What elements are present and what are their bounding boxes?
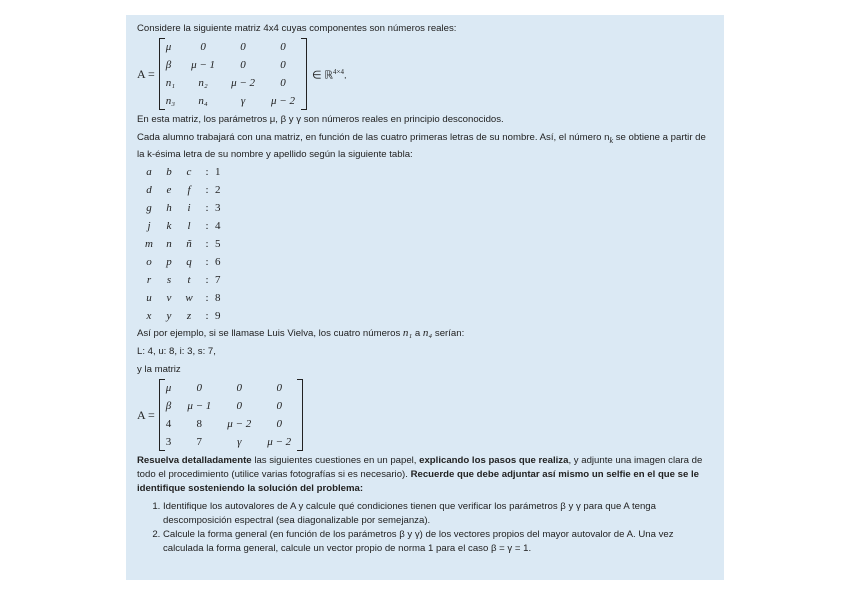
matrix-cell: μ − 2 xyxy=(227,417,252,430)
letter-table xyxy=(139,163,229,325)
matrix-lhs: A = xyxy=(137,407,155,422)
alumno-k: k xyxy=(609,135,614,145)
example-n4: n₄ xyxy=(422,326,433,339)
number: 1 xyxy=(215,165,221,178)
colon: : xyxy=(205,237,209,250)
questions-list xyxy=(137,500,714,556)
instr-text-1: las siguientes cuestiones en un papel, xyxy=(251,454,420,466)
y-la-matriz: y la matriz xyxy=(137,363,181,375)
letter: i xyxy=(187,201,191,214)
matrix-cell: μ − 1 xyxy=(191,59,216,71)
letter: k xyxy=(166,219,172,232)
colon: : xyxy=(205,273,209,286)
table-row xyxy=(139,289,229,307)
letter: f xyxy=(187,183,191,196)
letter: q xyxy=(186,255,192,268)
example-a: a xyxy=(412,327,423,339)
instr-bold-2: explicando los pasos que realiza xyxy=(419,454,569,466)
matrix-cell: 8 xyxy=(196,417,203,430)
number: 2 xyxy=(215,183,221,196)
alumno-text-2: se obtiene a partir de la k-ésima letra de su nombre y apellido según la siguiente tabla: xyxy=(137,132,706,160)
problem-panel xyxy=(126,15,724,580)
membership-dims: 4×4 xyxy=(333,68,344,77)
matrix-cell: 0 xyxy=(236,381,242,394)
matrix-cell: 0 xyxy=(276,399,282,412)
table-row xyxy=(139,217,229,235)
letter: m xyxy=(145,237,153,250)
matrix-cell: γ xyxy=(240,95,246,107)
matrix-cell: n₁ xyxy=(165,77,176,89)
colon: : xyxy=(205,219,209,232)
matrix-cell: 7 xyxy=(196,435,203,448)
matrix-cell: 0 xyxy=(240,59,246,71)
number: 3 xyxy=(215,201,221,214)
table-row xyxy=(139,253,229,271)
letter: p xyxy=(166,255,172,268)
matrix-cell: β xyxy=(165,59,172,71)
example-text xyxy=(137,326,714,341)
letter: o xyxy=(146,255,152,268)
matrix-general xyxy=(159,38,307,110)
colon: : xyxy=(205,255,209,268)
matrix-cell: n₂ xyxy=(198,77,208,89)
number: 9 xyxy=(215,309,221,322)
table-row xyxy=(139,199,229,217)
letter: z xyxy=(186,309,192,322)
letter: ñ xyxy=(186,237,192,250)
letter: w xyxy=(185,291,193,304)
number: 7 xyxy=(215,273,221,286)
letter: x xyxy=(146,309,152,322)
letter: n xyxy=(166,237,172,250)
example-text-1: Así por ejemplo, si se llamase Luis Vielva, los cuatro números xyxy=(137,327,403,339)
example-values: L: 4, u: 8, i: 3, s: 7, xyxy=(137,345,216,357)
number: 4 xyxy=(215,219,221,232)
matrix-cell: γ xyxy=(237,435,242,448)
table-row xyxy=(139,271,229,289)
matrix-cell: μ − 2 xyxy=(271,95,295,107)
matrix-cell: 0 xyxy=(236,399,242,412)
matrix-cell: 4 xyxy=(165,417,172,430)
instr-text-2: , y adjunte una imagen clara de todo el procedimiento (utilice varias fotografías si es necesario). xyxy=(137,454,703,480)
matrix-cell: μ − 2 xyxy=(267,435,292,448)
table-row xyxy=(139,235,229,253)
example-text-2: serían: xyxy=(432,327,465,339)
matrix-cell: 0 xyxy=(276,417,282,430)
letter: g xyxy=(146,201,152,214)
matrix-example xyxy=(159,379,303,451)
matrix-lhs: A = xyxy=(137,67,155,81)
table-row xyxy=(139,181,229,199)
matrix-cell: 0 xyxy=(276,381,282,394)
matrix-cell: n₃ xyxy=(165,95,176,107)
intro-text: Considere la siguiente matriz 4x4 cuyas componentes son números reales: xyxy=(137,23,457,34)
example-n1: n₁ xyxy=(402,326,413,339)
question-2: 2. Calcule la forma general (en función de los parámetros β y γ) de los vectores propios del mayor autovalor de A. Una vez calculada la forma general, calcule un vector propio de norma 1 para el caso β = γ = 1. xyxy=(163,528,714,556)
number: 5 xyxy=(215,237,221,250)
colon: : xyxy=(205,183,209,196)
membership-symbol: ∈ ℝ xyxy=(311,69,334,82)
letter: b xyxy=(166,165,172,178)
colon: : xyxy=(205,201,209,214)
letter: s xyxy=(166,273,172,286)
instructions-text xyxy=(137,454,714,496)
params-text: En esta matriz, los parámetros μ, β y γ son números reales en principio desconocidos. xyxy=(137,114,504,125)
number: 8 xyxy=(215,291,221,304)
matrix-general-equation xyxy=(137,38,714,110)
matrix-cell: 0 xyxy=(280,41,286,53)
letter: d xyxy=(146,183,152,196)
letter: v xyxy=(166,291,172,304)
membership-period: . xyxy=(343,69,347,82)
matrix-cell: μ xyxy=(165,41,172,53)
letter: h xyxy=(166,201,172,214)
matrix-cell: μ − 1 xyxy=(187,399,212,412)
instr-bold-1: Resuelva detalladamente xyxy=(137,454,252,466)
colon: : xyxy=(205,165,209,178)
question-1: 1. Identifique los autovalores de A y calcule qué condiciones tienen que verificar los parámetros β y γ para que A tenga descomposición espectral (sea diagonalizable por semejanza). xyxy=(163,500,714,528)
letter: j xyxy=(147,219,151,232)
matrix-example-equation xyxy=(137,379,714,451)
matrix-cell: 0 xyxy=(280,59,286,71)
letter: t xyxy=(187,273,191,286)
instr-bold-3: Recuerde que debe adjuntar así mismo un selfie en el que se le identifique sosteniendo la solución del problema: xyxy=(137,468,700,494)
table-row xyxy=(139,307,229,325)
letter: y xyxy=(166,309,172,322)
colon: : xyxy=(205,309,209,322)
matrix-cell: 3 xyxy=(165,435,172,448)
letter: c xyxy=(186,165,192,178)
letter: l xyxy=(187,219,191,232)
letter: r xyxy=(146,273,152,286)
matrix-cell: 0 xyxy=(200,41,206,53)
letter: u xyxy=(146,291,152,304)
letter: a xyxy=(146,165,152,178)
alumno-text xyxy=(137,131,714,162)
matrix-cell: μ − 2 xyxy=(231,77,256,89)
matrix-cell: 0 xyxy=(196,381,203,394)
letter: e xyxy=(166,183,172,196)
matrix-cell: 0 xyxy=(240,41,246,53)
matrix-cell: 0 xyxy=(280,77,286,89)
colon: : xyxy=(205,291,209,304)
alumno-text-1: Cada alumno trabajará con una matriz, en función de las cuatro primeras letras de su nombre. Así, el número n xyxy=(137,132,610,143)
number: 6 xyxy=(215,255,221,268)
matrix-cell: μ xyxy=(165,381,172,394)
table-row xyxy=(139,163,229,181)
matrix-cell: β xyxy=(165,399,172,412)
matrix-membership xyxy=(312,65,347,83)
matrix-cell: n₄ xyxy=(198,95,208,107)
